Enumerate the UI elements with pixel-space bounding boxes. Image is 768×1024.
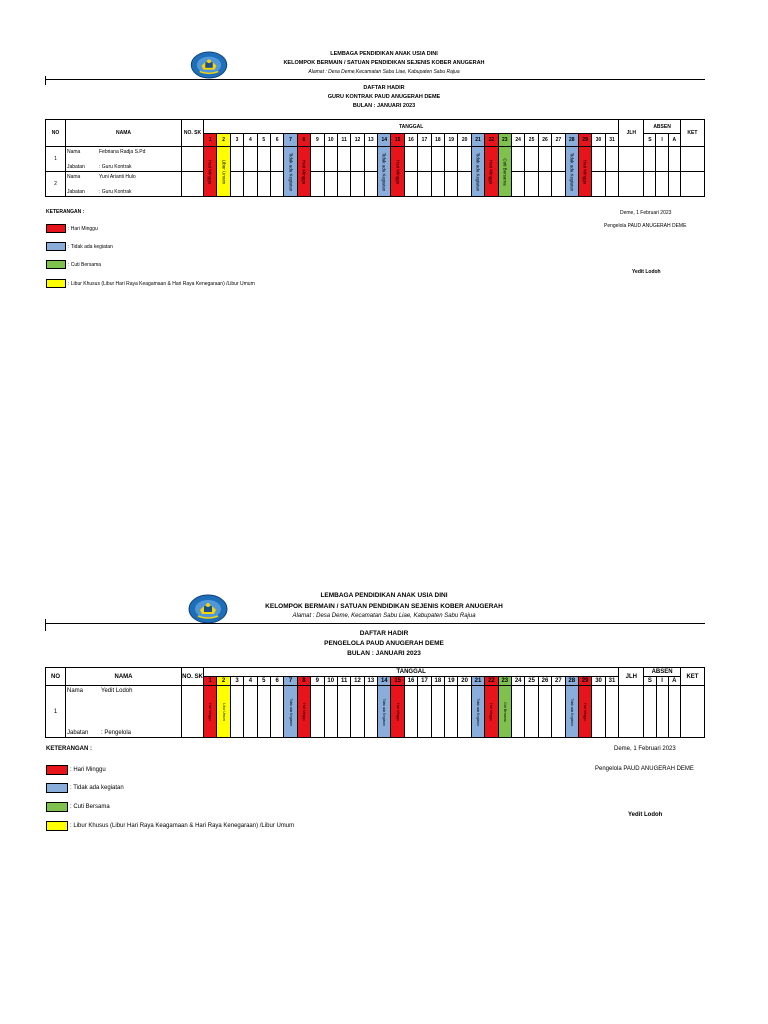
attendance-cell[interactable] [257, 147, 270, 172]
day-header: 7 [284, 134, 297, 147]
header-ket: KET [680, 120, 704, 147]
day-status-label: Hari Minggu [301, 159, 307, 184]
day-status-cell [471, 686, 484, 738]
day-header: 10 [324, 677, 337, 686]
day-status-label: Tidak ada Kegiatan [569, 152, 575, 191]
attendance-cell[interactable] [538, 172, 551, 197]
attendance-cell[interactable] [351, 686, 364, 738]
attendance-cell[interactable] [418, 686, 431, 738]
attendance-cell[interactable] [270, 686, 283, 738]
address: Alamat : Desa Deme,Kecamatan Sabu Liae, Kabupaten Sabu Rajua [308, 69, 460, 75]
header-nama: NAMA [66, 668, 182, 686]
margin-mark [45, 76, 46, 85]
header-no: NO [46, 668, 66, 686]
header-nosk: NO. SK [182, 120, 204, 147]
day-header: 15 [391, 134, 404, 147]
day-header: 3 [230, 134, 243, 147]
position-label: Jabatan [67, 163, 85, 170]
day-header: 28 [565, 677, 578, 686]
signer-name: Yedit Lodoh [632, 269, 661, 275]
legend-swatch-blue [46, 783, 68, 793]
attendance-cell[interactable] [311, 686, 324, 738]
attendance-cell[interactable] [552, 172, 565, 197]
day-header: 21 [471, 677, 484, 686]
doc-subtitle: PENGELOLA PAUD ANUGERAH DEME [324, 640, 444, 647]
row-name-cell [66, 147, 182, 172]
day-header: 27 [552, 134, 565, 147]
name-label: Nama [67, 148, 81, 155]
day-status-label: Tidak ada Kegiatan [288, 697, 293, 726]
legend-label: : Hari Minggu [68, 225, 98, 232]
day-header: 24 [512, 677, 525, 686]
attendance-cell[interactable] [324, 147, 337, 172]
day-header: 26 [538, 134, 551, 147]
day-header: 13 [364, 677, 377, 686]
day-status-cell [391, 147, 404, 197]
position-label: Jabatan [67, 729, 89, 736]
day-status-cell [204, 686, 217, 738]
day-status-label: Hari Minggu [489, 702, 494, 721]
day-status-label: Libur Umum [221, 159, 227, 184]
day-status-cell [565, 686, 578, 738]
day-status-label: Cuti Bersama [502, 157, 508, 186]
legend-item-sunday [46, 765, 106, 775]
day-header: 1 [204, 134, 217, 147]
attendance-cell[interactable] [337, 147, 350, 172]
day-header: 5 [257, 134, 270, 147]
day-header: 3 [230, 677, 243, 686]
day-header: 4 [244, 677, 257, 686]
day-header: 14 [378, 677, 391, 686]
attendance-cell[interactable] [364, 172, 377, 197]
legend-item-holiday [46, 821, 294, 831]
day-header: 9 [311, 134, 324, 147]
day-status-cell [498, 147, 511, 197]
attendance-cell[interactable] [592, 172, 605, 197]
header-rule [45, 623, 705, 624]
row-jlh [619, 172, 644, 197]
day-header: 2 [217, 677, 230, 686]
row-i [656, 172, 668, 197]
day-header: 19 [445, 134, 458, 147]
attendance-cell[interactable] [337, 172, 350, 197]
attendance-cell[interactable] [605, 686, 619, 738]
attendance-cell[interactable] [552, 147, 565, 172]
header-i: I [656, 677, 668, 686]
day-status-cell [471, 147, 484, 197]
day-status-label: Hari Minggu [301, 702, 306, 721]
day-status-cell [284, 686, 297, 738]
attendance-cell[interactable] [270, 147, 283, 172]
doc-title: DAFTAR HADIR [363, 85, 405, 91]
attendance-cell[interactable] [404, 147, 417, 172]
attendance-cell[interactable] [458, 686, 471, 738]
legend-label: : Cuti Bersama [70, 804, 110, 810]
legend-label: : Libur Khusus (Libur Hari Raya Keagamaan & Hari Raya Kenegaraan) /Libur Umum [70, 823, 295, 829]
row-i [656, 147, 668, 172]
row-ket [680, 147, 704, 172]
day-header: 29 [578, 134, 591, 147]
place-date: Deme, 1 Februari 2023 [620, 210, 672, 216]
attendance-table [45, 667, 705, 738]
row-jlh [619, 147, 644, 172]
attendance-cell[interactable] [257, 172, 270, 197]
header-nama: NAMA [66, 120, 182, 147]
day-header: 23 [498, 677, 511, 686]
day-header: 23 [498, 134, 511, 147]
day-header: 18 [431, 134, 444, 147]
header-s: S [644, 134, 656, 147]
row-name-cell [66, 172, 182, 197]
day-status-label: Hari Minggu [207, 159, 213, 184]
header-ket: KET [680, 668, 704, 686]
header-tanggal: TANGGAL [204, 668, 619, 677]
legend-label: : Hari Minggu [70, 767, 106, 773]
legend-item-joint-leave [46, 802, 110, 812]
header-absen: ABSEN [644, 120, 681, 134]
day-status-cell [578, 147, 591, 197]
day-header: 4 [244, 134, 257, 147]
day-header: 13 [364, 134, 377, 147]
day-header: 22 [485, 134, 498, 147]
day-status-label: Hari Minggu [208, 702, 213, 721]
attendance-cell[interactable] [445, 172, 458, 197]
table-row [46, 147, 705, 172]
day-header: 17 [418, 134, 431, 147]
day-status-cell [578, 686, 591, 738]
person-name: Yedit Lodoh [101, 687, 133, 694]
day-header: 8 [297, 677, 310, 686]
signer-name: Yedit Lodoh [628, 812, 663, 818]
attendance-cell[interactable] [244, 686, 257, 738]
header-a: A [668, 134, 680, 147]
attendance-cell[interactable] [230, 147, 243, 172]
day-status-label: Tidak ada Kegiatan [569, 697, 574, 726]
day-status-label: Tidak ada Kegiatan [382, 697, 387, 726]
attendance-cell[interactable] [230, 686, 243, 738]
day-status-cell [297, 147, 310, 197]
row-a [668, 686, 680, 738]
day-header: 31 [605, 134, 619, 147]
legend-label: : Libur Khusus (Libur Hari Raya Keagamaan & Hari Raya Kenegaraan) /Libur Umum [68, 280, 255, 287]
attendance-cell[interactable] [538, 686, 551, 738]
attendance-cell[interactable] [552, 686, 565, 738]
legend-swatch-blue [46, 242, 66, 251]
day-header: 14 [378, 134, 391, 147]
attendance-cell[interactable] [592, 147, 605, 172]
legend-swatch-green [46, 802, 68, 812]
day-header: 9 [311, 677, 324, 686]
day-header: 6 [270, 677, 283, 686]
place-date: Deme, 1 Februari 2023 [614, 746, 676, 752]
attendance-cell[interactable] [244, 147, 257, 172]
day-status-cell [297, 686, 310, 738]
attendance-cell[interactable] [324, 172, 337, 197]
header-nosk: NO. SK [182, 668, 204, 686]
day-header: 11 [337, 677, 350, 686]
doc-month: BULAN : JANUARI 2023 [347, 650, 421, 657]
day-header: 1 [204, 677, 217, 686]
legend-swatch-yellow [46, 821, 68, 831]
day-status-label: Hari Minggu [582, 159, 588, 184]
day-header: 24 [512, 134, 525, 147]
name-label: Nama [67, 173, 81, 180]
address: Alamat : Desa Deme, Kecamatan Sabu Liae, Kabupaten Sabu Rajua [292, 613, 476, 619]
org-line2: KELOMPOK BERMAIN / SATUAN PENDIDIKAN SEJENIS KOBER ANUGERAH [283, 60, 485, 66]
day-header: 31 [605, 677, 619, 686]
org-line1: LEMBAGA PENDIDIKAN ANAK USIA DINI [320, 592, 448, 599]
day-header: 22 [485, 677, 498, 686]
day-header: 30 [592, 677, 605, 686]
org-line1: LEMBAGA PENDIDIKAN ANAK USIA DINI [330, 51, 438, 57]
day-header: 25 [525, 134, 538, 147]
day-status-label: Cuti Bersama [502, 701, 507, 722]
attendance-cell[interactable] [592, 686, 605, 738]
day-status-cell [217, 686, 230, 738]
doc-title: DAFTAR HADIR [359, 630, 409, 637]
legend-item-no-activity [46, 242, 113, 251]
row-jlh [619, 686, 644, 738]
row-number: 1 [46, 147, 66, 172]
name-label: Nama [67, 687, 84, 694]
attendance-cell[interactable] [337, 686, 350, 738]
header-s: S [644, 677, 656, 686]
legend-swatch-green [46, 260, 66, 269]
signer-title: Pengelola PAUD ANUGERAH DEME [604, 223, 687, 229]
legend-item-no-activity [46, 783, 124, 793]
day-header: 20 [458, 134, 471, 147]
attendance-cell[interactable] [351, 147, 364, 172]
attendance-cell[interactable] [431, 172, 444, 197]
attendance-cell[interactable] [512, 147, 525, 172]
day-header: 16 [404, 677, 417, 686]
attendance-cell[interactable] [538, 147, 551, 172]
attendance-cell[interactable] [324, 686, 337, 738]
day-header: 5 [257, 677, 270, 686]
attendance-cell[interactable] [512, 172, 525, 197]
day-header: 25 [525, 677, 538, 686]
row-i [656, 686, 668, 738]
attendance-cell[interactable] [404, 686, 417, 738]
day-header: 29 [578, 677, 591, 686]
day-status-cell [485, 686, 498, 738]
day-status-cell [204, 147, 217, 197]
day-header: 19 [445, 677, 458, 686]
day-status-label: Tidak ada Kegiatan [476, 697, 481, 726]
header-i: I [656, 134, 668, 147]
legend-swatch-red [46, 765, 68, 775]
day-header: 8 [297, 134, 310, 147]
legend-item-sunday [46, 224, 98, 233]
day-status-label: Tidak ada Kegiatan [381, 152, 387, 191]
attendance-cell[interactable] [605, 147, 619, 172]
row-ket [680, 172, 704, 197]
header-jlh: JLH [619, 668, 644, 686]
attendance-table [45, 119, 705, 197]
day-header: 28 [565, 134, 578, 147]
day-header: 20 [458, 677, 471, 686]
person-position: : Guru Kontrak [99, 188, 132, 195]
day-header: 18 [431, 677, 444, 686]
day-status-label: Tidak ada Kegiatan [288, 152, 294, 191]
header-absen: ABSEN [644, 668, 681, 677]
legend-swatch-red [46, 224, 66, 233]
legend-title: KETERANGAN : [46, 746, 92, 752]
row-nosk [182, 172, 204, 197]
day-header: 12 [351, 134, 364, 147]
day-header: 17 [418, 677, 431, 686]
day-status-label: Hari Minggu [488, 159, 494, 184]
day-status-cell [565, 147, 578, 197]
attendance-cell[interactable] [230, 172, 243, 197]
attendance-cell[interactable] [418, 172, 431, 197]
day-header: 26 [538, 677, 551, 686]
day-header: 16 [404, 134, 417, 147]
row-nosk [182, 686, 204, 738]
row-name-cell [66, 686, 182, 738]
day-header: 27 [552, 677, 565, 686]
header-no: NO [46, 120, 66, 147]
attendance-cell[interactable] [270, 172, 283, 197]
table-row [46, 686, 705, 738]
header-jlh: JLH [619, 120, 644, 147]
attendance-cell[interactable] [244, 172, 257, 197]
day-status-cell [217, 147, 230, 197]
attendance-cell[interactable] [311, 172, 324, 197]
day-status-cell [498, 686, 511, 738]
table-row [46, 172, 705, 197]
day-header: 10 [324, 134, 337, 147]
day-status-cell [378, 147, 391, 197]
person-name: Febriana Radja S.Pd [99, 148, 146, 155]
day-status-label: Libur Umum [221, 702, 226, 721]
legend-label: : Tidak ada kegiatan [68, 243, 113, 250]
day-status-cell [485, 147, 498, 197]
day-status-label: Tidak ada Kegiatan [475, 152, 481, 191]
day-header: 15 [391, 677, 404, 686]
attendance-cell[interactable] [431, 686, 444, 738]
row-a [668, 172, 680, 197]
header-rule [45, 79, 705, 80]
row-a [668, 147, 680, 172]
legend-item-joint-leave [46, 260, 101, 269]
attendance-cell[interactable] [525, 686, 538, 738]
attendance-cell[interactable] [364, 686, 377, 738]
day-status-cell [284, 147, 297, 197]
day-header: 7 [284, 677, 297, 686]
attendance-cell[interactable] [525, 172, 538, 197]
row-ket [680, 686, 704, 738]
doc-month: BULAN : JANUARI 2023 [352, 103, 416, 109]
day-status-label: Hari Minggu [395, 702, 400, 721]
day-status-cell [378, 686, 391, 738]
attendance-cell[interactable] [311, 147, 324, 172]
legend-swatch-yellow [46, 279, 66, 288]
day-status-label: Hari Minggu [395, 159, 401, 184]
header-tanggal: TANGGAL [204, 120, 619, 134]
attendance-cell[interactable] [512, 686, 525, 738]
legend-item-holiday [46, 279, 255, 288]
row-number: 2 [46, 172, 66, 197]
person-position: : Guru Kontrak [99, 163, 132, 170]
day-header: 30 [592, 134, 605, 147]
attendance-cell[interactable] [445, 686, 458, 738]
signer-title: Pengelola PAUD ANUGERAH DEME [595, 766, 694, 772]
attendance-cell[interactable] [445, 147, 458, 172]
legend-label: : Tidak ada kegiatan [70, 785, 124, 791]
attendance-cell[interactable] [458, 147, 471, 172]
doc-subtitle: GURU KONTRAK PAUD ANUGERAH DEME [327, 94, 441, 100]
position-label: Jabatan [67, 188, 85, 195]
attendance-cell[interactable] [418, 147, 431, 172]
attendance-cell[interactable] [351, 172, 364, 197]
legend-label: : Cuti Bersama [68, 261, 102, 268]
attendance-cell[interactable] [458, 172, 471, 197]
day-status-cell [391, 686, 404, 738]
org-line2: KELOMPOK BERMAIN / SATUAN PENDIDIKAN SEJENIS KOBER ANUGERAH [265, 603, 503, 610]
attendance-cell[interactable] [431, 147, 444, 172]
attendance-cell[interactable] [257, 686, 270, 738]
day-header: 2 [217, 134, 230, 147]
day-header: 11 [337, 134, 350, 147]
day-header: 12 [351, 677, 364, 686]
day-status-label: Hari Minggu [583, 702, 588, 721]
row-s [644, 686, 656, 738]
person-name: Yuni Arianti Hulo [99, 173, 136, 180]
attendance-cell[interactable] [404, 172, 417, 197]
row-number: 1 [46, 686, 66, 738]
row-s [644, 147, 656, 172]
row-s [644, 172, 656, 197]
header-a: A [668, 677, 680, 686]
day-header: 21 [471, 134, 484, 147]
attendance-cell[interactable] [525, 147, 538, 172]
day-header: 6 [270, 134, 283, 147]
legend-title: KETERANGAN : [46, 209, 85, 215]
attendance-cell[interactable] [364, 147, 377, 172]
row-nosk [182, 147, 204, 172]
person-position: : Pengelola [101, 729, 132, 736]
attendance-cell[interactable] [605, 172, 619, 197]
